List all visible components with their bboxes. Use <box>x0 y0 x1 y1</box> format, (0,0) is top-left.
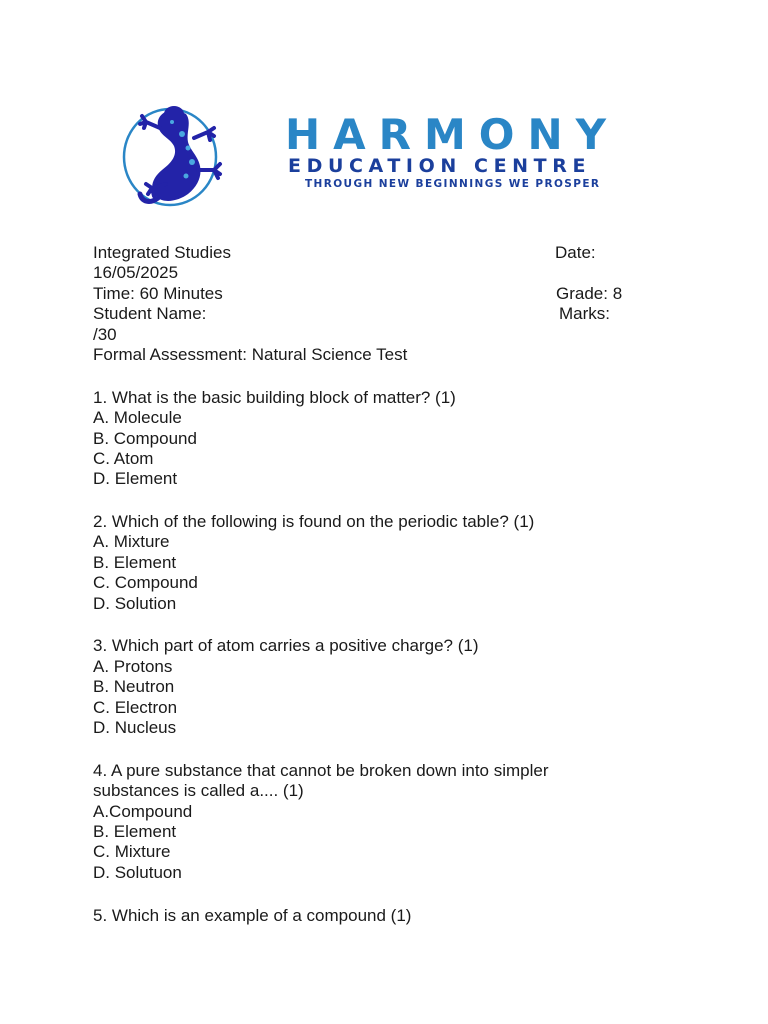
question-2 <box>93 512 653 614</box>
answer-option: A. Molecule <box>93 408 182 428</box>
answer-option: A.Compound <box>93 801 193 821</box>
answer-option: B. Neutron <box>93 677 175 697</box>
question-text: 4. A pure substance that cannot be broken down into simpler substances is called a.... (1) <box>93 760 549 801</box>
student-name-label: Student Name: <box>93 304 207 324</box>
answer-option: D. Element <box>93 469 178 489</box>
answer-option: B. Element <box>93 552 177 572</box>
header-row-subject-date <box>93 243 653 263</box>
answer-option: B. Element <box>93 821 177 841</box>
logo-name: HARMONY <box>285 110 620 159</box>
time-label: Time: 60 Minutes <box>93 283 223 303</box>
answer-option: A. Protons <box>93 656 173 676</box>
question-text: 2. Which of the following is found on the periodic table? (1) <box>93 512 535 532</box>
question-text: 5. Which is an example of a compound (1) <box>93 905 412 925</box>
assessment-title: Formal Assessment: Natural Science Test <box>93 344 408 364</box>
logo-tagline: THROUGH NEW BEGINNINGS WE PROSPER <box>305 178 601 190</box>
question-5 <box>93 906 653 926</box>
answer-option: C. Compound <box>93 573 198 593</box>
date-value: 16/05/2025 <box>93 263 179 283</box>
answer-option: C. Mixture <box>93 842 171 862</box>
school-logo-banner <box>93 100 683 212</box>
question-text: 3. Which part of atom carries a positive charge? (1) <box>93 636 479 656</box>
question-3 <box>93 636 653 738</box>
gecko-emblem-icon <box>108 100 238 212</box>
answer-option: A. Mixture <box>93 532 170 552</box>
answer-option: D. Nucleus <box>93 717 177 737</box>
marks-label: Marks: <box>559 304 610 324</box>
answer-option: C. Atom <box>93 448 154 468</box>
marks-total: /30 <box>93 324 117 344</box>
header-row-time-grade <box>93 284 653 304</box>
answer-option: B. Compound <box>93 428 197 448</box>
answer-option: C. Electron <box>93 697 178 717</box>
date-label: Date: <box>555 243 596 262</box>
question-4 <box>93 761 653 883</box>
grade-label: Grade: 8 <box>556 283 623 303</box>
answer-option: D. Solution <box>93 593 177 613</box>
answer-option: D. Solutuon <box>93 862 182 882</box>
subject-label: Integrated Studies <box>93 243 231 262</box>
test-content <box>93 243 653 926</box>
question-1 <box>93 388 653 490</box>
header-row-name-marks <box>93 304 653 324</box>
logo-subtitle: EDUCATION CENTRE <box>288 155 592 177</box>
question-text: 1. What is the basic building block of matter? (1) <box>93 387 456 407</box>
